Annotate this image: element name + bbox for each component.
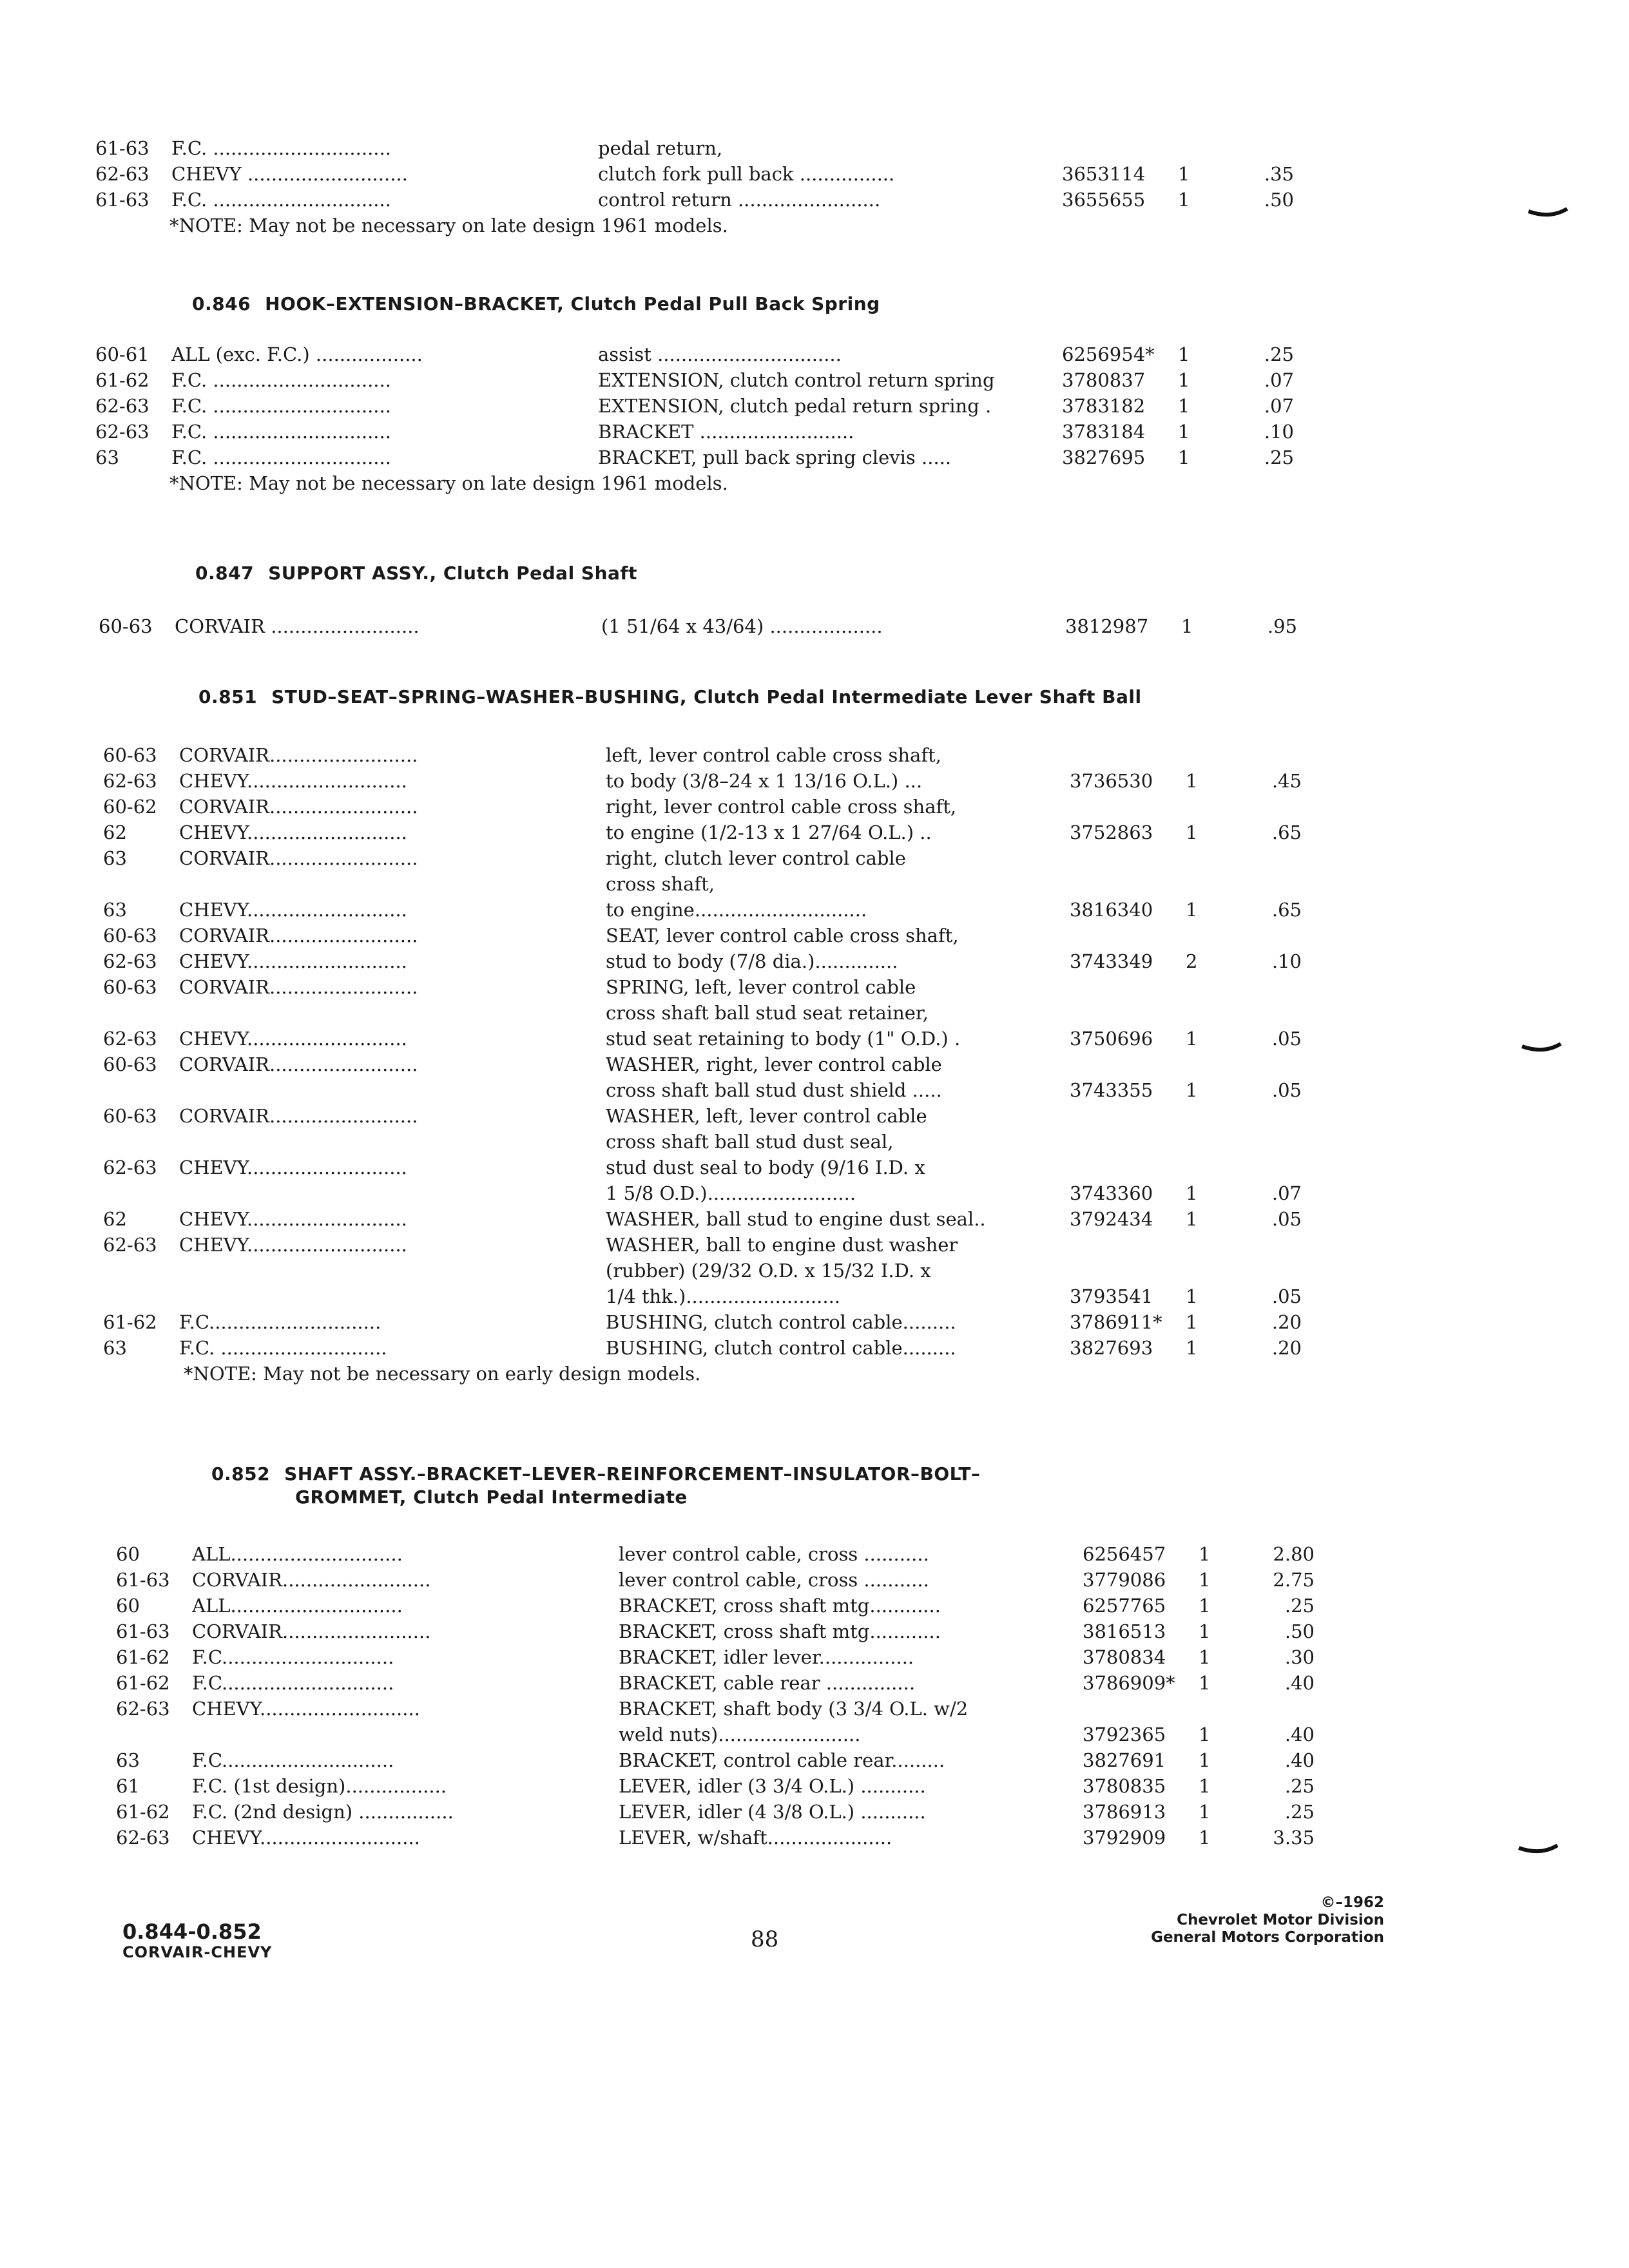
part-number: 3780834 (1083, 1646, 1166, 1668)
table-row (116, 1747, 1629, 1773)
table-row (103, 820, 1629, 845)
description: BRACKET, idler lever................ (619, 1646, 914, 1668)
table-row (103, 923, 1629, 948)
section-heading-continued (295, 1485, 688, 1510)
quantity: 1 (1186, 1285, 1198, 1307)
quantity: 1 (1199, 1672, 1211, 1694)
price: 2.80 (1273, 1543, 1315, 1565)
quantity: 1 (1199, 1827, 1211, 1849)
table-row (116, 1670, 1629, 1696)
part-number: 3736530 (1070, 770, 1153, 792)
quantity: 1 (1186, 1182, 1198, 1204)
table-row (103, 794, 1629, 820)
part-number: 3779086 (1083, 1569, 1166, 1591)
year: 62-63 (103, 770, 157, 792)
quantity: 1 (1199, 1724, 1211, 1745)
year: 62-63 (103, 950, 157, 972)
year: 60-63 (103, 1053, 157, 1075)
quantity: 1 (1186, 1208, 1198, 1230)
section-number: 0.847 (195, 562, 255, 584)
part-number: 3743355 (1070, 1079, 1153, 1101)
price: .35 (1264, 163, 1294, 185)
quantity: 1 (1199, 1543, 1211, 1565)
description: WASHER, ball to engine dust washer (606, 1234, 958, 1256)
description: EXTENSION, clutch pedal return spring . (598, 395, 992, 417)
description: EXTENSION, clutch control return spring (598, 369, 995, 391)
price: .10 (1271, 950, 1302, 972)
part-number: 3827691 (1083, 1749, 1166, 1771)
year: 61-62 (116, 1801, 170, 1823)
price: .20 (1271, 1337, 1302, 1359)
model: CORVAIR......................... (192, 1569, 431, 1591)
section-title: HOOK–EXTENSION–BRACKET, Clutch Pedal Pull Back Spring (265, 293, 880, 314)
model: CHEVY........................... (179, 950, 407, 972)
year: 61 (116, 1775, 140, 1797)
price: 2.75 (1273, 1569, 1315, 1591)
model: CHEVY........................... (179, 1208, 407, 1230)
year: 61-62 (95, 369, 149, 391)
table-row (95, 187, 1629, 213)
description: BRACKET, cross shaft mtg............ (619, 1595, 941, 1617)
table-row (103, 1103, 1629, 1129)
section-range: 0.844-0.852 (122, 1919, 262, 1944)
part-number: 3792909 (1083, 1827, 1166, 1849)
model: CHEVY........................... (179, 1234, 407, 1256)
year: 61-62 (103, 1311, 157, 1333)
price: .95 (1267, 615, 1297, 637)
price: .10 (1264, 421, 1294, 443)
section-heading (198, 684, 1142, 710)
table-row (103, 1206, 1629, 1232)
description: WASHER, left, lever control cable (606, 1105, 927, 1127)
description: clutch fork pull back ................ (598, 163, 895, 185)
year: 62 (103, 1208, 127, 1230)
section-heading (211, 1461, 980, 1487)
price: .05 (1271, 1208, 1302, 1230)
section-heading (192, 291, 880, 317)
model: CORVAIR......................... (179, 976, 418, 998)
description: cross shaft ball stud seat retainer, (606, 1002, 929, 1024)
quantity: 1 (1199, 1569, 1211, 1591)
corporation: General Motors Corporation (1151, 1929, 1384, 1946)
description: BRACKET, cross shaft mtg............ (619, 1620, 941, 1642)
table-row (103, 1283, 1629, 1309)
table-row (103, 948, 1629, 974)
description: BRACKET, shaft body (3 3/4 O.L. w/2 (619, 1698, 969, 1720)
model: CHEVY........................... (179, 822, 407, 843)
section-number: 0.851 (198, 686, 258, 707)
price: 3.35 (1273, 1827, 1315, 1849)
model: F.C. .............................. (171, 189, 391, 211)
part-number: 3792434 (1070, 1208, 1153, 1230)
quantity: 1 (1199, 1646, 1211, 1668)
model: CORVAIR......................... (179, 847, 418, 869)
description: stud dust seal to body (9/16 I.D. x (606, 1157, 925, 1178)
model: F.C. (2nd design) ................ (192, 1801, 454, 1823)
description: stud to body (7/8 dia.).............. (606, 950, 898, 972)
part-number: 6256954* (1062, 343, 1155, 365)
model: CHEVY........................... (179, 770, 407, 792)
quantity: 1 (1186, 1028, 1198, 1050)
year: 60-63 (103, 1105, 157, 1127)
year: 61-63 (116, 1569, 170, 1591)
model: CORVAIR......................... (179, 1105, 418, 1127)
description: cross shaft ball stud dust shield ..... (606, 1079, 942, 1101)
description: right, clutch lever control cable (606, 847, 906, 869)
table-row (116, 1593, 1629, 1619)
section-heading (195, 561, 637, 586)
model: CHEVY........................... (179, 1028, 407, 1050)
model: F.C. (1st design)................. (192, 1775, 447, 1797)
year: 60-63 (103, 976, 157, 998)
description: pedal return, (598, 137, 723, 159)
price: .05 (1271, 1285, 1302, 1307)
quantity: 1 (1199, 1595, 1211, 1617)
year: 60 (116, 1595, 140, 1617)
price: .25 (1284, 1801, 1315, 1823)
table-row (103, 1052, 1629, 1077)
model: CHEVY ........................... (171, 163, 408, 185)
binding-mark-icon (1521, 1043, 1562, 1055)
model: CORVAIR......................... (192, 1620, 431, 1642)
part-number: 3792365 (1083, 1724, 1166, 1745)
table-row (116, 1541, 1629, 1567)
quantity: 1 (1186, 822, 1198, 843)
table-row (116, 1644, 1629, 1670)
description: WASHER, ball stud to engine dust seal.. (606, 1208, 986, 1230)
section-number: 0.852 (211, 1463, 271, 1485)
description: WASHER, right, lever control cable (606, 1053, 942, 1075)
description: lever control cable, cross ........... (619, 1569, 929, 1591)
quantity: 1 (1178, 189, 1190, 211)
year: 61-63 (95, 137, 149, 159)
year: 61-63 (95, 189, 149, 211)
table-row (116, 1825, 1629, 1850)
table-row (103, 1232, 1629, 1258)
footer-publisher (1151, 1894, 1384, 1946)
year: 60-63 (103, 925, 157, 947)
part-number: 3783184 (1062, 421, 1146, 443)
description: cross shaft ball stud dust seal, (606, 1131, 894, 1153)
section-note: *NOTE: May not be necessary on late design 1961 models. (169, 472, 728, 494)
quantity: 1 (1186, 1079, 1198, 1101)
year: 62-63 (95, 395, 149, 417)
model: CHEVY........................... (179, 899, 407, 921)
table-row (103, 1000, 1629, 1026)
table-row (99, 613, 1629, 639)
table-row (103, 1258, 1629, 1283)
part-number: 3750696 (1070, 1028, 1153, 1050)
model: CORVAIR......................... (179, 796, 418, 818)
table-row (103, 1077, 1629, 1103)
quantity: 1 (1178, 163, 1190, 185)
part-number: 6257765 (1083, 1595, 1166, 1617)
table-row (95, 445, 1629, 470)
description: BRACKET, control cable rear......... (619, 1749, 945, 1771)
year: 62-63 (95, 421, 149, 443)
price: .07 (1264, 395, 1294, 417)
part-number: 3786911* (1070, 1311, 1162, 1333)
copyright: ©–1962 (1320, 1894, 1384, 1911)
price: .50 (1284, 1620, 1315, 1642)
price: .40 (1284, 1672, 1315, 1694)
description: (rubber) (29/32 O.D. x 15/32 I.D. x (606, 1260, 931, 1282)
part-number: 3752863 (1070, 822, 1153, 843)
description: SEAT, lever control cable cross shaft, (606, 925, 959, 947)
quantity: 1 (1178, 447, 1190, 468)
model: F.C. .............................. (171, 137, 391, 159)
description: LEVER, w/shaft..................... (619, 1827, 892, 1849)
table-row (95, 367, 1629, 393)
part-number: 3827693 (1070, 1337, 1153, 1359)
price: .45 (1271, 770, 1302, 792)
price: .05 (1271, 1079, 1302, 1101)
table-row (103, 871, 1629, 897)
price: .65 (1271, 899, 1302, 921)
description: BRACKET, cable rear ............... (619, 1672, 916, 1694)
price: .05 (1271, 1028, 1302, 1050)
description: LEVER, idler (4 3/8 O.L.) ........... (619, 1801, 926, 1823)
model: F.C. .............................. (171, 369, 391, 391)
price: .25 (1264, 343, 1294, 365)
year: 61-63 (116, 1620, 170, 1642)
model: F.C............................. (192, 1749, 394, 1771)
quantity: 1 (1178, 395, 1190, 417)
table-row (95, 135, 1629, 161)
model: CHEVY........................... (179, 1157, 407, 1178)
year: 61-62 (116, 1646, 170, 1668)
quantity: 1 (1181, 615, 1193, 637)
year: 60-63 (99, 615, 153, 637)
part-number: 3786909* (1083, 1672, 1175, 1694)
table-row (103, 845, 1629, 871)
model: F.C. .............................. (171, 447, 391, 468)
part-number: 6256457 (1083, 1543, 1166, 1565)
table-row (116, 1773, 1629, 1799)
description: left, lever control cable cross shaft, (606, 744, 941, 766)
price: .30 (1284, 1646, 1315, 1668)
year: 62 (103, 822, 127, 843)
description: BRACKET, pull back spring clevis ..... (598, 447, 952, 468)
year: 62-63 (95, 163, 149, 185)
year: 62-63 (103, 1157, 157, 1178)
table-row (103, 1180, 1629, 1206)
table-row (95, 341, 1629, 367)
part-number: 3816513 (1083, 1620, 1166, 1642)
price: .50 (1264, 189, 1294, 211)
year: 62-63 (116, 1827, 170, 1849)
table-row (103, 897, 1629, 923)
description: to engine (1/2-13 x 1 27/64 O.L.) .. (606, 822, 932, 843)
table-row (103, 1155, 1629, 1180)
table-row (103, 1335, 1629, 1361)
quantity: 1 (1199, 1801, 1211, 1823)
quantity: 1 (1186, 1337, 1198, 1359)
model: CORVAIR......................... (179, 744, 418, 766)
quantity: 1 (1199, 1749, 1211, 1771)
model: F.C. .............................. (171, 421, 391, 443)
description: lever control cable, cross ........... (619, 1543, 929, 1565)
table-row (95, 419, 1629, 445)
description: right, lever control cable cross shaft, (606, 796, 957, 818)
part-number: 3812987 (1065, 615, 1149, 637)
description: BRACKET .......................... (598, 421, 854, 443)
description: 1/4 thk.).......................... (606, 1285, 841, 1307)
section-note: *NOTE: May not be necessary on early design models. (184, 1363, 701, 1385)
model: CORVAIR ......................... (175, 615, 419, 637)
table-row (116, 1567, 1629, 1593)
description: BUSHING, clutch control cable......... (606, 1311, 956, 1333)
year: 62-63 (103, 1028, 157, 1050)
description: stud seat retaining to body (1" O.D.) . (606, 1028, 961, 1050)
table-row (103, 768, 1629, 794)
section-title: STUD–SEAT–SPRING–WASHER–BUSHING, Clutch Pedal Intermediate Lever Shaft Ball (271, 686, 1142, 707)
year: 62-63 (103, 1234, 157, 1256)
binding-mark-icon (1527, 207, 1568, 220)
model: F.C............................. (179, 1311, 381, 1333)
model: F.C. ............................ (179, 1337, 387, 1359)
description: to body (3/8–24 x 1 13/16 O.L.) ... (606, 770, 923, 792)
page-number: 88 (751, 1927, 779, 1952)
price: .25 (1264, 447, 1294, 468)
part-number: 3816340 (1070, 899, 1153, 921)
section-title-continued: GROMMET, Clutch Pedal Intermediate (295, 1486, 688, 1508)
description: LEVER, idler (3 3/4 O.L.) ........... (619, 1775, 926, 1797)
quantity: 1 (1186, 1311, 1198, 1333)
quantity: 1 (1199, 1775, 1211, 1797)
year: 63 (116, 1749, 140, 1771)
footer-section-range (122, 1920, 272, 1961)
description: BUSHING, clutch control cable......... (606, 1337, 956, 1359)
description: weld nuts)........................ (619, 1724, 861, 1745)
quantity: 1 (1178, 369, 1190, 391)
model: CHEVY........................... (192, 1698, 420, 1720)
quantity: 1 (1199, 1620, 1211, 1642)
price: .25 (1284, 1775, 1315, 1797)
part-number: 3780837 (1062, 369, 1146, 391)
price: .40 (1284, 1724, 1315, 1745)
table-row (116, 1799, 1629, 1825)
model: F.C............................. (192, 1646, 394, 1668)
quantity: 1 (1186, 899, 1198, 921)
division: Chevrolet Motor Division (1177, 1912, 1384, 1928)
model: ALL (exc. F.C.) .................. (171, 343, 423, 365)
model: ALL............................. (192, 1595, 403, 1617)
table-row (103, 1129, 1629, 1155)
section-title: SHAFT ASSY.–BRACKET–LEVER–REINFORCEMENT–INSULATOR–BOLT– (284, 1463, 981, 1485)
table-row (95, 161, 1629, 187)
quantity: 1 (1186, 770, 1198, 792)
table-row (103, 742, 1629, 768)
part-number: 3780835 (1083, 1775, 1166, 1797)
quantity: 1 (1178, 421, 1190, 443)
year: 60-63 (103, 744, 157, 766)
part-number: 3743360 (1070, 1182, 1153, 1204)
part-number: 3653114 (1062, 163, 1146, 185)
model: ALL............................. (192, 1543, 403, 1565)
description: SPRING, left, lever control cable (606, 976, 916, 998)
section-number: 0.846 (192, 293, 251, 314)
year: 60 (116, 1543, 140, 1565)
model: F.C............................. (192, 1672, 394, 1694)
year: 63 (95, 447, 119, 468)
model: CORVAIR......................... (179, 1053, 418, 1075)
quantity: 1 (1178, 343, 1190, 365)
model: F.C. .............................. (171, 395, 391, 417)
table-row (103, 1309, 1629, 1335)
description: 1 5/8 O.D.)......................... (606, 1182, 856, 1204)
section-title: SUPPORT ASSY., Clutch Pedal Shaft (268, 562, 637, 584)
year: 61-62 (116, 1672, 170, 1694)
description: (1 51/64 x 43/64) ................... (601, 615, 883, 637)
section-note: *NOTE: May not be necessary on late design 1961 models. (169, 215, 728, 236)
price: .20 (1271, 1311, 1302, 1333)
description: to engine............................. (606, 899, 867, 921)
part-number: 3793541 (1070, 1285, 1153, 1307)
price: .65 (1271, 822, 1302, 843)
part-number: 3827695 (1062, 447, 1146, 468)
table-row (116, 1619, 1629, 1644)
year: 63 (103, 899, 127, 921)
model: CHEVY........................... (192, 1827, 420, 1849)
description: assist ............................... (598, 343, 842, 365)
quantity: 2 (1186, 950, 1198, 972)
year: 62-63 (116, 1698, 170, 1720)
description: control return ........................ (598, 189, 881, 211)
part-number: 3786913 (1083, 1801, 1166, 1823)
year: 60-61 (95, 343, 149, 365)
table-row (95, 393, 1629, 419)
description: cross shaft, (606, 873, 715, 895)
year: 63 (103, 1337, 127, 1359)
table-row (103, 1026, 1629, 1052)
footer-subtitle: CORVAIR-CHEVY (122, 1943, 273, 1961)
part-number: 3783182 (1062, 395, 1146, 417)
part-number: 3743349 (1070, 950, 1153, 972)
table-row (116, 1696, 1629, 1722)
model: CORVAIR......................... (179, 925, 418, 947)
table-row (103, 974, 1629, 1000)
binding-mark-icon (1518, 1844, 1559, 1857)
table-row (116, 1722, 1629, 1747)
price: .25 (1284, 1595, 1315, 1617)
part-number: 3655655 (1062, 189, 1146, 211)
year: 63 (103, 847, 127, 869)
year: 60-62 (103, 796, 157, 818)
price: .40 (1284, 1749, 1315, 1771)
price: .07 (1271, 1182, 1302, 1204)
price: .07 (1264, 369, 1294, 391)
